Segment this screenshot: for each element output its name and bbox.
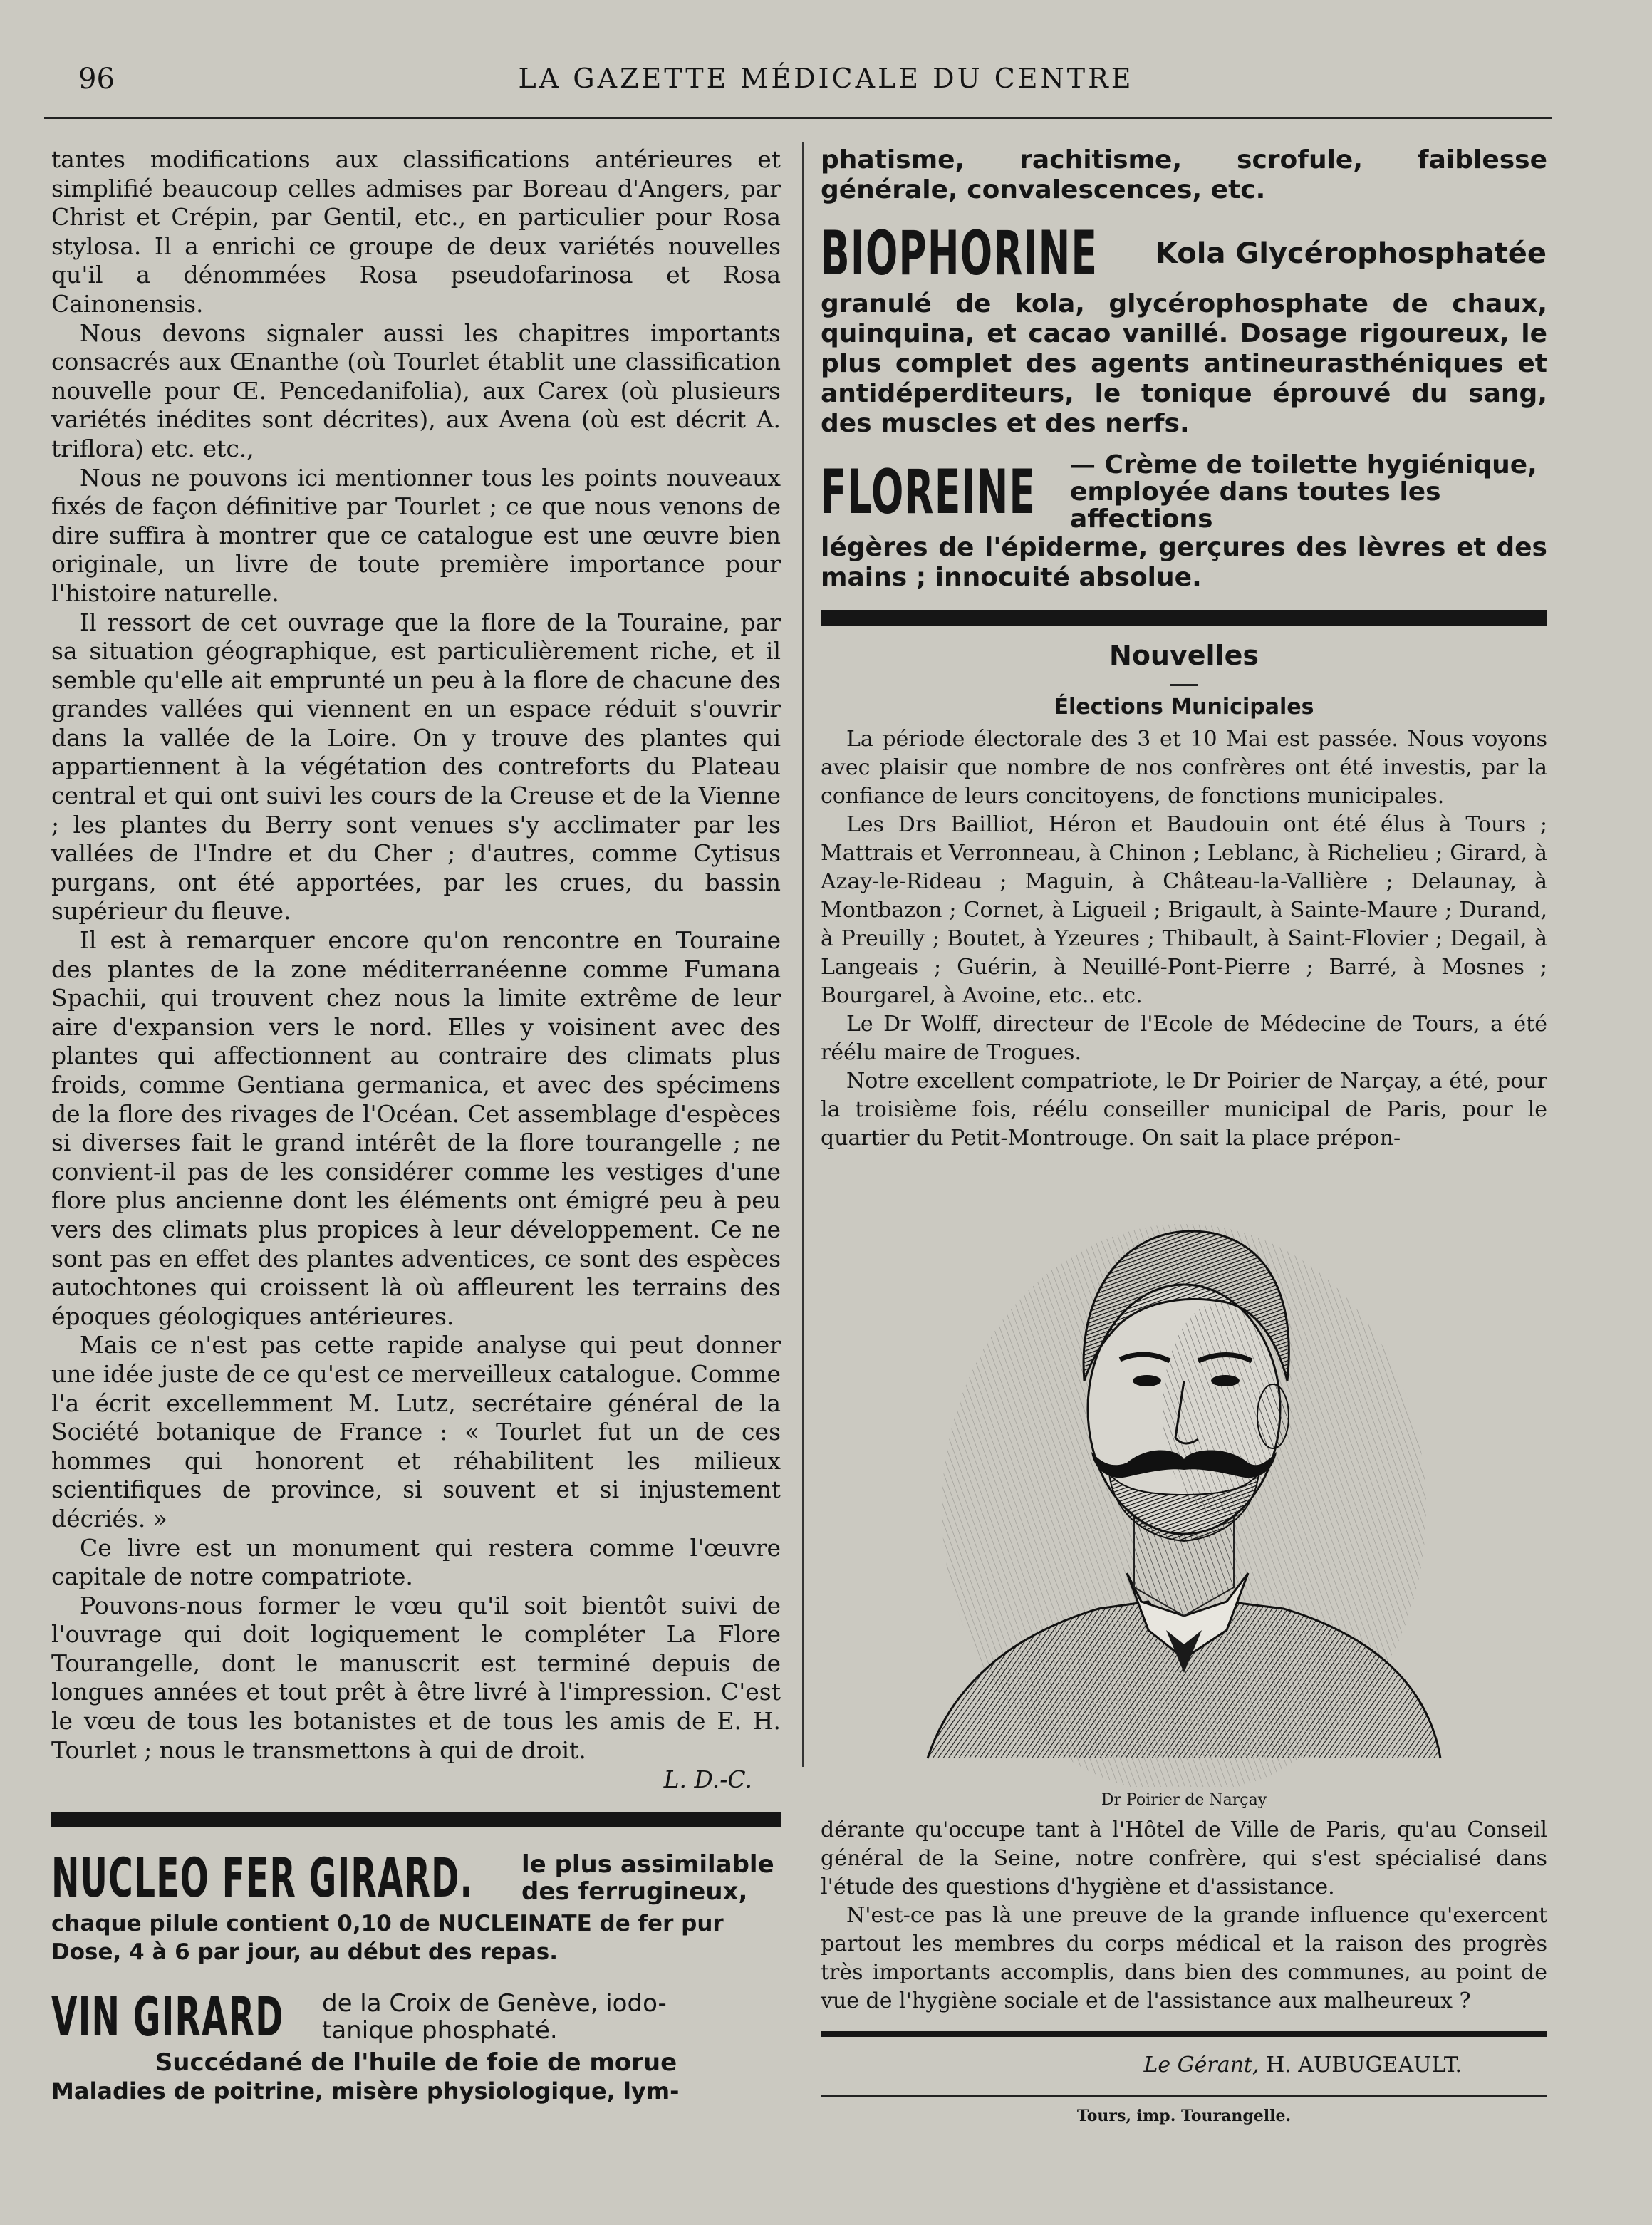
news-paragraph: La période électorale des 3 et 10 Mai est passée. Nous voyons avec plaisir que nombre de nos confrères ont été investis, par la confiance de leurs concitoyens, de fonctions municipales.: [821, 727, 1547, 809]
ad-line: chaque pilule contient 0,10 de NUCLEINATE de fer pur: [51, 1911, 724, 1937]
ad-tagline: [322, 1990, 667, 2044]
ad-floreine: [821, 452, 1547, 593]
ad-tagline-line: employée dans toutes les affections: [1070, 477, 1441, 534]
ad-text: granulé de kola, glycérophosphate de chaux, quinquina, et cacao vanillé. Dosage rigoureux, le plus complet des agents antineurasthéniques et antidéperditeurs, le tonique éprouvé du sang, des muscles et des nerfs.: [821, 289, 1547, 438]
news-paragraph: Le Dr Wolff, directeur de l'Ecole de Médecine de Tours, a été réélu maire de Trogues.: [821, 1012, 1547, 1065]
imprint-rule: [821, 2095, 1547, 2097]
ad-brand: FLOREINE: [821, 457, 1037, 528]
printer-imprint: Tours, imp. Tourangelle.: [1076, 2107, 1292, 2125]
ad-brand: VIN GIRARD: [51, 1985, 284, 2049]
title-dash: [1170, 684, 1198, 686]
news-paragraph: dérante qu'occupe tant à l'Hôtel de Ville de Paris, qu'au Conseil général de la Seine, notre confrère, qui s'est spécialisé dans l'étude des questions d'hygiène et d'assistance.: [821, 1817, 1547, 1899]
right-column: [821, 145, 1547, 2125]
news-paragraph: N'est-ce pas là une preuve de la grande influence qu'exercent partout les membres du corps médical et la raison des progrès très importants accomplis, dans bien des communes, au point de vue de l'hygiène sociale et de l'assistance aux malheureux ?: [821, 1903, 1547, 2013]
ad-tagline-line: le plus assimilable: [521, 1850, 774, 1879]
news-separator-bar: [821, 610, 1547, 626]
ad-tagline: [521, 1851, 774, 1905]
article-paragraph: Nous ne pouvons ici mentionner tous les points nouveaux fixés de façon définitive par Tourlet ; ce que nous venons de dire suffira à montrer que ce catalogue est une œuvre bien originale, un livre de toute première importance pour l'histoire naturelle.: [51, 463, 781, 607]
article-paragraph: Nous devons signaler aussi les chapitres importants consacrés aux Œnanthe (où Tourlet établit une classification nouvelle pour Œ. Pencedanifolia), aux Carex (où plusieurs variétés inédites sont décrites), aux Avena (où est décrit A. triflora) etc. etc.,: [51, 318, 781, 462]
ad-text: légères de l'épiderme, gerçures des lèvres et des mains ; innocuité absolue.: [821, 533, 1547, 592]
footer-rule: [821, 2031, 1547, 2037]
ad-separator-bar: [51, 1812, 781, 1827]
ad-vin-girard: [51, 1985, 781, 2105]
author-signature: L. D.-C.: [663, 1765, 752, 1794]
ad-nucleo-fer-girard: [51, 1846, 781, 1966]
portrait-caption: Dr Poirier de Narçay: [1101, 1791, 1267, 1809]
journal-title: LA GAZETTE MÉDICALE DU CENTRE: [518, 63, 1134, 94]
ad-line: Succédané de l'huile de foie de morue: [155, 2048, 677, 2078]
portrait-illustration: [913, 1174, 1455, 1787]
ad-subtitle: Kola Glycérophosphatée: [1155, 237, 1547, 270]
article-paragraph: Ce livre est un monument qui restera comme l'œuvre capitale de notre compatriote.: [51, 1533, 781, 1591]
ad-brand: NUCLEO FER GIRARD.: [51, 1846, 474, 1910]
news-paragraph: Notre excellent compatriote, le Dr Poirier de Narçay, a été, pour la troisième fois, réélu conseiller municipal de Paris, pour le quartier du Petit-Montrouge. On sait la place prépon-: [821, 1069, 1547, 1151]
ad-tagline-line: de la Croix de Genève, iodo-: [322, 1988, 667, 2018]
gerant-name: H. AUBUGEAULT.: [1266, 2053, 1462, 2078]
article-paragraph: Mais ce n'est pas cette rapide analyse qui peut donner une idée juste de ce qu'est ce merveilleux catalogue. Comme l'a écrit excellemment M. Lutz, secrétaire général de la Société botanique de France : « Tourlet fut un de ces hommes qui honorent et réhabilitent les milieux scientifiques de province, si souvent et si injustement décriés. »: [51, 1331, 781, 1532]
column-divider: [802, 142, 804, 1767]
page-header: [78, 63, 1574, 105]
article-paragraph: Pouvons-nous former le vœu qu'il soit bientôt suivi de l'ouvrage qui doit logiquement le compléter La Flore Tourangelle, dont le manuscrit est terminé depuis de longues années et tout prêt à être livré à l'impression. C'est le vœu de tous les botanistes et de tous les amis de E. H. Tourlet ; nous le transmettons à qui de droit.: [51, 1591, 781, 1764]
ad-line: Dose, 4 à 6 par jour, au début des repas.: [51, 1939, 558, 1966]
news-subtitle: Élections Municipales: [1054, 695, 1314, 720]
article-paragraph: Il est à remarquer encore qu'on rencontre en Touraine des plantes de la zone méditerranéenne comme Fumana Spachii, qui trouvent chez nous la limite extrême de leur aire d'expansion vers le nord. Elles y voisinent avec des plantes qui affectionnent au contraire des climats plus froids, comme Gentiana germanica, et avec des spécimens de la flore des rivages de l'Océan. Cet assemblage d'espèces si diverses fait le grand intérêt de la flore tourangelle ; ne convient-il pas de les considérer comme les vestiges d'une flore plus ancienne dont les éléments ont émigré peu à peu vers des climats plus propices à leur développement. Ce ne sont pas en effet des plantes adventices, ce sont des espèces autochtones qui croissent là où affleurent les terrains des époques géologiques antérieures.: [51, 926, 781, 1330]
ad-continuation: phatisme, rachitisme, scrofule, faiblesse générale, convalescences, etc.: [821, 145, 1547, 204]
gerant-label: Le Gérant,: [1143, 2053, 1259, 2078]
article-paragraph: tantes modifications aux classifications antérieures et simplifié beaucoup celles admises par Boreau d'Angers, par Christ et Crépin, par Gentil, etc., en particulier pour Rosa stylosa. Il a enrichi ce groupe de deux variétés nouvelles qu'il a dénommées Rosa pseudofarinosa et Rosa Cainonensis.: [51, 145, 781, 318]
ad-tagline-line: des ferrugineux,: [521, 1877, 748, 1906]
news-section-title: Nouvelles: [1109, 640, 1259, 671]
article-paragraph: Il ressort de cet ouvrage que la flore de la Touraine, par sa situation géographique, est particulièrement riche, et il semble qu'elle ait emprunté un peu à la flore de chacune des grandes vallées qui viennent en un espace réduit s'ouvrir dans la vallée de la Loire. On y trouve des plantes qui appartiennent à la végétation des contreforts du Plateau central et qui ont suivi les cours de la Creuse et de la Vienne ; les plantes du Berry sont venues s'y acclimater par les vallées de l'Indre et du Cher ; d'autres, comme Cytisus purgans, ont été apportées, par les crues, du bassin supérieur du fleuve.: [51, 608, 781, 925]
header-rule: [44, 117, 1552, 119]
ad-tagline-line: tanique phosphaté.: [322, 2016, 558, 2045]
ad-brand: BIOPHORINE: [821, 218, 1098, 289]
left-column: [51, 145, 781, 2105]
ad-tagline-line: — Crème de toilette hygiénique,: [1070, 450, 1537, 479]
ad-tagline: [1070, 452, 1547, 533]
gerant-line: [821, 2053, 1462, 2078]
news-paragraph: Les Drs Bailliot, Héron et Baudouin ont été élus à Tours ; Mattrais et Verronneau, à Chinon ; Leblanc, à Richelieu ; Girard, à Azay-le-Rideau ; Maguin, à Château-la-Vallière ; Delaunay, à Montbazon ; Cornet, à Ligueil ; Brigault, à Sainte-Maure ; Durand, à Preuilly ; Boutet, à Yzeures ; Thibault, à Saint-Flovier ; Degail, à Langeais ; Guérin, à Neuillé-Pont-Pierre ; Barré, à Mosnes ; Bourgarel, à Avoine, etc.. etc.: [821, 812, 1547, 1008]
portrait-engraving: [913, 1174, 1455, 1787]
ad-biophorine: [821, 218, 1547, 439]
page-number: 96: [78, 63, 115, 95]
ad-line: Maladies de poitrine, misère physiologique, lym-: [51, 2078, 680, 2105]
